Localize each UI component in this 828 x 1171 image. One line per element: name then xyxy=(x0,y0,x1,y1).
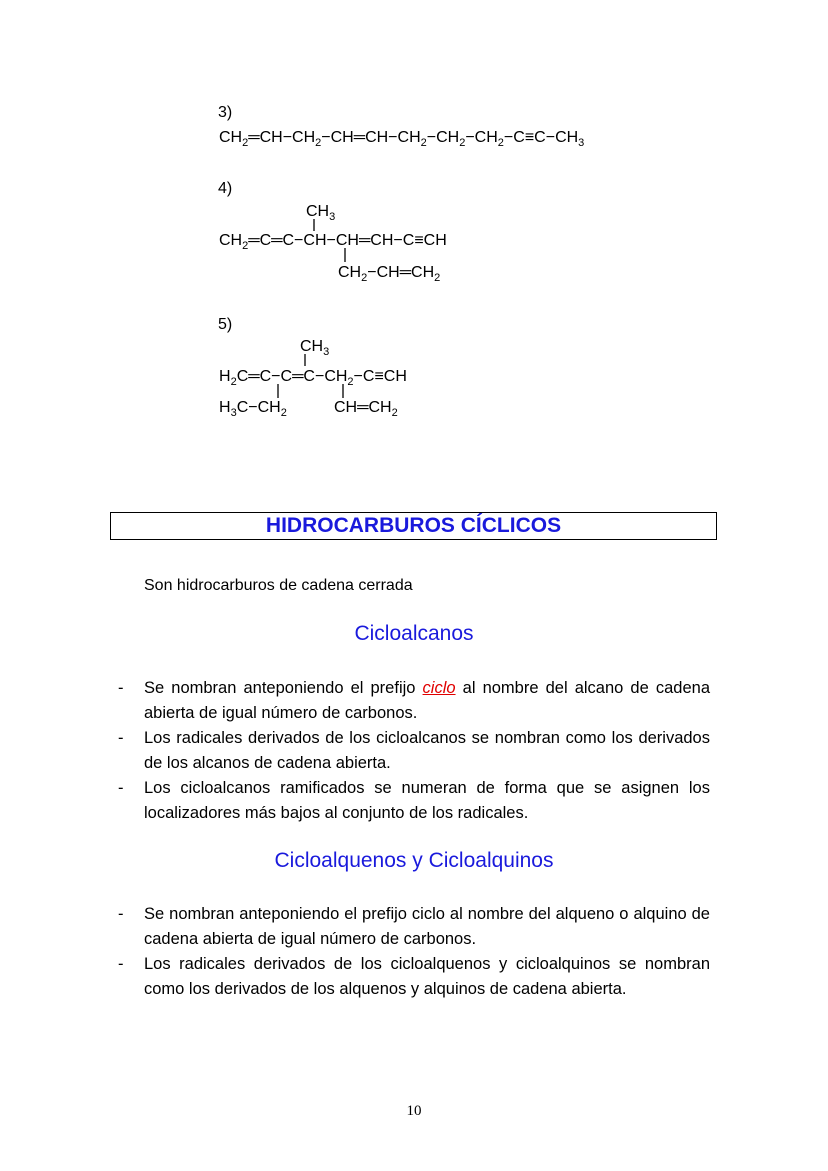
group: $H_3C$ xyxy=(219,399,249,419)
formula-4-main: $CH_2═C═C-CH-CH═CH-C\equiv CH$ xyxy=(219,232,447,252)
formula-5-branch-right: $CH═CH_2$ xyxy=(334,399,398,419)
group: CH xyxy=(334,399,358,416)
group: CH xyxy=(370,232,394,249)
formula-5-branch-top xyxy=(300,338,330,358)
ciclo-highlight: ciclo xyxy=(422,679,456,697)
group: C xyxy=(280,368,293,385)
cicloalquenos-list xyxy=(110,902,710,1002)
group: $H_2C$ xyxy=(219,368,249,388)
cicloalcanos-title: Cicloalcanos xyxy=(354,622,474,645)
cicloalcanos-list xyxy=(110,676,710,826)
formula-4-branch-bottom: $CH_2-CH═CH_2$ xyxy=(338,264,441,284)
group: CH xyxy=(303,232,327,249)
page-number: 10 xyxy=(406,1103,422,1119)
list-item: - Los radicales derivados de los cicloalquenos y cicloalquinos se nombran como los derivados de los alquenos y alquinos de cadena abierta. xyxy=(118,955,710,998)
group: C xyxy=(282,232,295,249)
group: $CH_2$ xyxy=(368,399,398,419)
formula-5-label: 5) xyxy=(218,316,233,333)
list-item: - Los cicloalcanos ramificados se numeran de forma que se asignen los localizadores más bajos al conjunto de los radicales. xyxy=(118,779,710,822)
section-title-box xyxy=(110,512,717,540)
formula-4-label: 4) xyxy=(218,180,233,197)
group: C xyxy=(259,232,272,249)
cicloalquenos-title: Cicloalquenos y Cicloalquinos xyxy=(274,849,554,872)
intro-text: Son hidrocarburos de cadena cerrada xyxy=(144,577,413,594)
section-title: HIDROCARBUROS CÍCLICOS xyxy=(265,514,562,537)
formula-3-label: 3) xyxy=(218,104,233,121)
group: $CH_2$ xyxy=(324,368,354,388)
group: C xyxy=(362,368,375,385)
group: CH xyxy=(330,129,354,146)
group: $CH_2$ xyxy=(257,399,287,419)
group: CH xyxy=(259,129,283,146)
group: $CH_3$ xyxy=(300,338,330,358)
list-item: - Se nombran anteponiendo el prefijo ciclo al nombre del alcano de cadena abierta de igual número de carbonos. xyxy=(118,679,710,722)
group: $CH_2$ xyxy=(474,129,504,149)
group: CH xyxy=(365,129,389,146)
group: $CH_2$ xyxy=(219,129,249,149)
group: $CH_2$ xyxy=(411,264,441,284)
list-item: - Se nombran anteponiendo el prefijo ciclo al nombre del alqueno o alquino de cadena abierta de igual número de carbonos. xyxy=(118,905,710,948)
group: CH xyxy=(383,368,407,385)
formula-4-5-bonds xyxy=(0,0,828,420)
group: C xyxy=(513,129,525,146)
group: C xyxy=(402,232,415,249)
group: $CH_2$ xyxy=(397,129,427,149)
group: CH xyxy=(376,264,400,281)
formula-3: $CH_2═CH-CH_2-CH═CH-CH_2-CH_2-CH_2-C\equiv C-CH_3$ xyxy=(219,129,585,149)
list-item: - Los radicales derivados de los cicloalcanos se nombran como los derivados de los alcanos de cadena abierta. xyxy=(118,729,710,772)
group: $CH_3$ xyxy=(555,129,585,149)
group: C xyxy=(534,129,546,146)
group: $CH_3$ xyxy=(306,203,336,223)
group: C xyxy=(259,368,272,385)
group: CH xyxy=(335,232,359,249)
group: $CH_2$ xyxy=(219,232,249,252)
group: CH xyxy=(423,232,447,249)
group: C xyxy=(303,368,315,385)
formula-5-branch-left: $H_3C-CH_2$ xyxy=(219,399,287,419)
group: $CH_2$ xyxy=(338,264,368,284)
group: $CH_2$ xyxy=(292,129,322,149)
group: $CH_2$ xyxy=(436,129,466,149)
formula-5-main: $H_2C═C-C═C-CH_2-C\equiv CH$ xyxy=(219,368,407,388)
